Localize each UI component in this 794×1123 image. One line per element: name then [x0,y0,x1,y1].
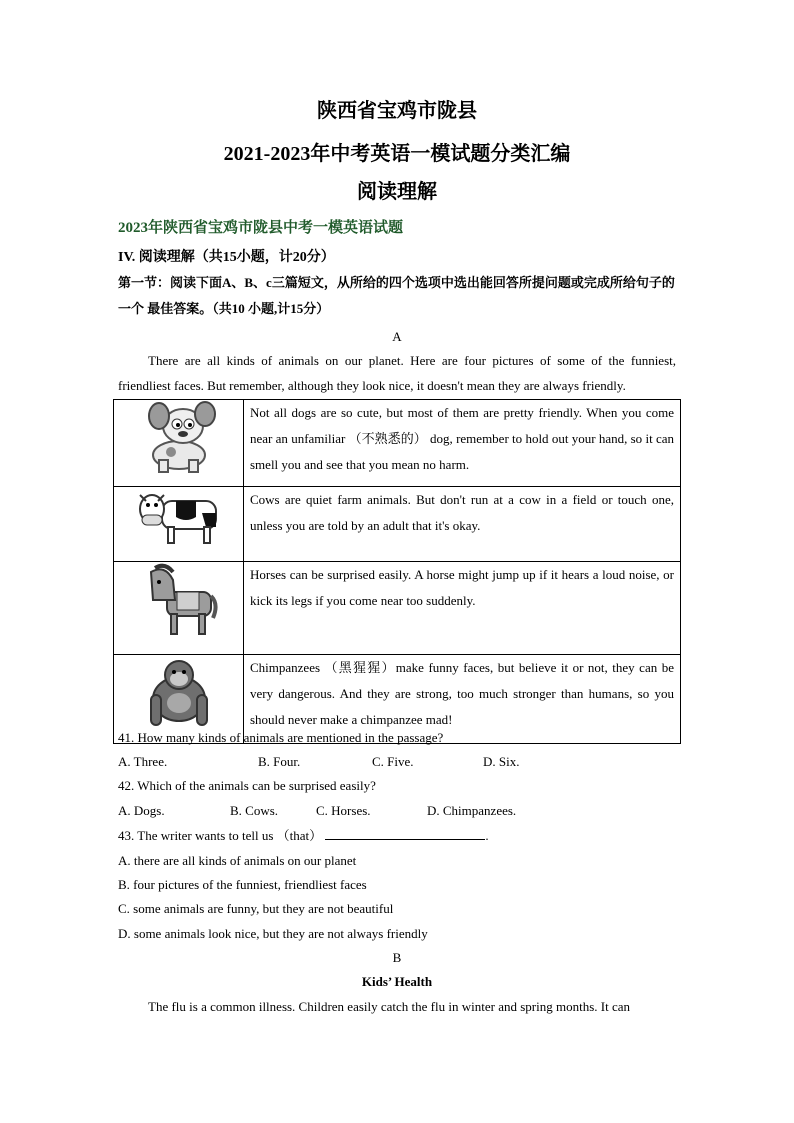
cow-description: Cows are quiet farm animals. But don't run at a cow in a field or touch one, unless you are told by an adult that it's okay. [244,487,681,562]
option-42-d[interactable]: D. Chimpanzees. [427,803,517,818]
option-43-c[interactable]: C. some animals are funny, but they are not beautiful [118,901,394,916]
chimpanzee-description: Chimpanzees （黑猩猩）make funny faces, but believe it or not, they can be very dangerous. And they are strong, too much stronger than humans, so you should never make a chimpanzee mad! [244,655,681,744]
question-42: 42. Which of the animals can be surprised easily? [118,778,376,793]
dog-description: Not all dogs are so cute, but most of them are pretty friendly. When you come near an unfamiliar （不熟悉的） dog, remember to hold out your hand, so it can smell you and see that you mean no harm. [244,400,681,487]
horse-description: Horses can be surprised easily. A horse might jump up if it hears a loud noise, or kick its legs if you come near too suddenly. [244,562,681,655]
passage-a-label: A [392,329,402,344]
horse-picture [114,562,244,655]
option-41-c[interactable]: C. Five. [372,754,414,769]
option-41-b[interactable]: B. Four. [258,754,301,769]
instruction-text: 第一节：阅读下面A、B、c三篇短文，从所给的四个选项中选出能回答所提问题或完成所给句子的一个 最佳答案。（共10 小题,计15分） [118,275,675,316]
option-41-a[interactable]: A. Three. [118,754,168,769]
option-41-d[interactable]: D. Six. [483,754,520,769]
option-43-d[interactable]: D. some animals look nice, but they are not always friendly [118,926,428,941]
option-42-b[interactable]: B. Cows. [230,803,279,818]
horse-icon [137,562,221,640]
section-heading: 2023年陕西省宝鸡市陇县中考一模英语试题 [118,220,404,236]
title-reading: 阅读理解 [357,181,437,203]
question-43-stem: 43. The writer wants to tell us （that） [118,828,323,843]
answer-blank[interactable] [325,827,485,840]
table-row [114,487,681,562]
blank-period: . [485,828,489,843]
table-row [114,400,681,487]
question-43 [118,827,489,844]
passage-a-intro: There are all kinds of animals on our planet. Here are four pictures of some of the funniest, friendliest faces. But remember, although they look nice, it doesn't mean they are always friendly. [118,353,676,393]
chimpanzee-icon [137,655,221,731]
passage-b-title: Kids’ Health [361,974,433,989]
title-region: 陕西省宝鸡市陇县 [317,100,477,122]
question-41: 41. How many kinds of animals are mentioned in the passage? [118,730,444,745]
option-43-b[interactable]: B. four pictures of the funniest, friendliest faces [118,877,367,892]
part-heading: IV. 阅读理解（共15小题，计20分） [118,250,335,265]
option-42-a[interactable]: A. Dogs. [118,803,165,818]
table-row [114,562,681,655]
passage-b-label: B [392,950,402,965]
dog-picture [114,400,244,487]
cow-picture [114,487,244,562]
title-exam-collection: 2021-2023年中考英语一模试题分类汇编 [223,143,571,165]
animal-table [113,399,681,744]
cow-icon [132,487,226,549]
option-43-a[interactable]: A. there are all kinds of animals on our planet [118,853,357,868]
passage-b-first-line: The flu is a common illness. Children easily catch the flu in winter and spring months. It can [148,999,630,1014]
option-42-c[interactable]: C. Horses. [316,803,371,818]
dog-icon [137,400,221,476]
